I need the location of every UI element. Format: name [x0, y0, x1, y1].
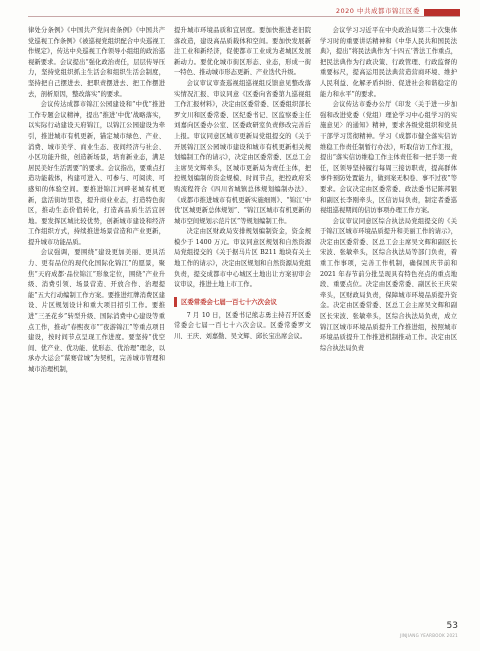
paragraph: 会议传达市委办公厅《印发〈关于进一步加强和改进党委（党组）理论学习中心组学习的实施意见〉的通知》精神，要求各级党组织和党员干部学习贯彻精神。学习《成都市健全落实信访维稳工作责任制暂行办法》，听取信访工作汇报，提出“落实信访维稳工作主体责任和一把手第一责任，区领导坚持履行每周三接访职责，提高群体事件预防处置能力，做到案无积卷、事不过夜”等要求。会议决定由区委常委、政法委书记陈邦银和副区长李刚牵头，区信访局负责，制定者委巡视组巡视期间的信访事项办理工作方案。	[320, 101, 457, 215]
paragraph: 提升城市环境品质和宜居度。要加快推进老旧院落改造，建设高品质载体和空间。要加快发展新注工业和新经济，促使都市工业成为老城区发展新动力。要优化城市街区形态、业态，形成一街一特色、推动城市形态更新、产业迭代升级。	[174, 27, 311, 77]
paragraph: 会议审议审查巡视组巡视组反馈意见整改落实情况汇报、审议同意《区委向省委第九巡视组工作汇报材料》，决定由区委常委、区委组织部长罗文川和区委常委、区纪委书记、区监察委主任刘嘉向区委办公室、区委政研室负责修改完善后上报。审议同意区城市更新局党组提交的《关于开展锦江区公园城市建设和城市有机更新相关规划编制工作的请示》，决定由区委常委、区总工会主席吴文辉牵头，区城市更新局为责任主体，把控规划编制的资金规模、时间节点，把控政府采购流程符合《四川省城镇总体规划编制办法》、《成都市推进城市有机更新实施细则》、“锦江‘中优’区城更新总体规划”、“锦江区城市有机更新的城市空间规划示范片区”等规划编制工作。	[174, 79, 311, 225]
paragraph: 决定由区财政局安排规划编制资金，资金规模少于 1400 万元。审议同意区规划和自然资源局党组提交的《关于据马片区 B211 地块有关土地工作的请示》，决定由区规划和自然资源局党组负责，提交成都市中心城区土地出让方案初审会议审议，推进土地上市工作。	[174, 228, 311, 289]
paragraph: 会议强调，要围绕“建设更加美丽、更具活力、更有品位的现代化国际化锦江”的愿景，聚焦“天府成都·品位锦江”形象定位，围绕“产业升级、消费引领、场景营造、开放合作、治理提能”五大行动编制工作方案。要推进红牌消费区建设、片区规划设计和重大项目招引工作。要推进“三圣花乡”转型升级、国际消费中心建设等重点工作，推动“春熙夜市”“夜游锦江”等重点项目建设，按时间节点呈现工作进度。要坚持“优空间、优产业、优功能、优形态、优治理”理念，以承办大运会“谋赛营城”为契机，完善城市管理和城市治理机制，	[28, 249, 165, 373]
article-columns	[28, 26, 458, 616]
column-2	[174, 26, 311, 616]
page-header	[0, 0, 480, 22]
footer-journal-text: JINJIANG YEARBOOK 2021	[400, 633, 458, 638]
header-title: 2020 中共成都市锦江区委	[335, 7, 420, 15]
paragraph: 会议审议同意区综合执法局党组提交的《关于锦江区城市环境品质提升和美丽工作的请示》，决定由区委常委、区总工会主席吴文辉和副区长宋波、张敏牵头，区综合执法局等部门负责，着重工作事项，完善工作机制，确保国庆节前和 2021 年春节前分批呈现具有特色亮点的重点地段、重要点位。决定由区委常委、副区长王庆荣牵头，区财政局负责，保障城市环境品质提升资金。决定由区委常委、区总工会主席吴文辉和副区长宋波、张敏牵头，区综合执法局负责，成立锦江区城市环境品质提升工作推进组，按照城市环境品质提升工作推进机制推动工作。决定由区综合执法局负责	[320, 217, 457, 352]
header-rule	[28, 16, 460, 17]
column-3	[320, 26, 457, 616]
section-body: 7 月 10 日，区委书记熊志勇主持召开区委常委会七届一百七十六次会议。区委常委罗文川、王庆、刘嘉勤、吴文辉、邱长宝出席会议。	[174, 311, 311, 341]
paragraph: 会议学习习近平在中央政治局第二十次集体学习时的重要讲话精神和《中华人民共和国民法典》，提出“将民法典作为‘十四五’普法工作重点，把民法典作为行政决策、行政管理、行政监督的重要标尺，提高运用民法典营造营商环境、维护人民利益、化解矛盾纠纷、促进社会和谐稳定的能力和水平”的要求。	[320, 27, 457, 98]
header-accent-bar	[424, 9, 460, 16]
column-1	[28, 26, 165, 616]
page-number: 53	[446, 621, 458, 631]
section-heading: 区委常委会七届一百七十六次会议	[174, 297, 311, 307]
paragraph: 会议传达成都市锦江公园建设和“中优”推进工作专题会议精神，提出“推进‘中优’战略落实，以实际行动建设天府锦江，以锦江公园建设为牵引，推进城市有机更新，锚定城市绿色、产业、消费、城市美学、商业生态、夜间经济与社会、小区功能升级，创造新场景，培育新业态，满足居民美好生活需要”的要求。会议指出，要重点打造功能载体，构建可进入、可参与、可阅读、可感知的体验空间。要推进锦江河畔老城有机更新，盘活街坊里巷，提升商业业态，打造特色街区，推动生态价值转化，打造高品质生活宜居地。要发挥区城比较优势，创新城市建设和经济工作组织方式，持续推进场景营造和产业更新，提升城市功能品质。	[28, 101, 165, 246]
paragraph: 律处分条例》《中国共产党问责条例》《中国共产党巡视工作条例》《被巡视党组织配合中央巡视工作规定》，传达中央巡视工作领导小组组的政治巡视新要求。会议提出“强化政治责任，层层传导压力，坚持党组织抓主生活会和组织生活会制度，坚持把自己摆进去、把职责摆进去、把工作摆进去，剖析原因，整改落实”的要求。	[28, 27, 165, 98]
